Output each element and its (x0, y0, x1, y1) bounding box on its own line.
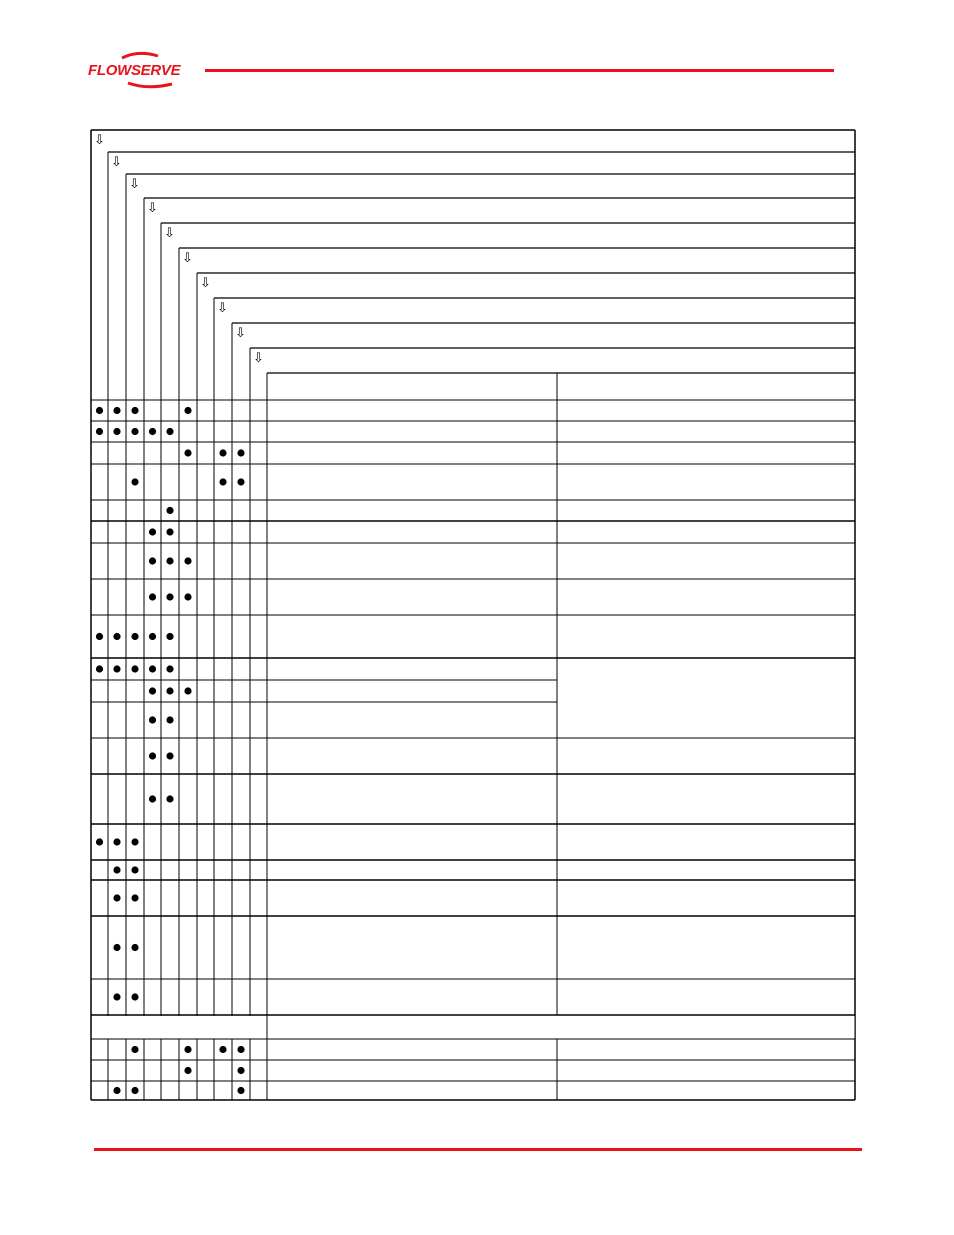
matrix-dot (166, 507, 173, 514)
matrix-dot (113, 665, 120, 672)
matrix-dot (166, 633, 173, 640)
matrix-dot (184, 687, 191, 694)
down-arrow-icon: ⇩ (94, 133, 105, 148)
matrix-dot (149, 557, 156, 564)
matrix-dot (166, 428, 173, 435)
matrix-dot (166, 593, 173, 600)
matrix-dot (131, 894, 138, 901)
logo-wordmark: FLOWSERVE (88, 62, 181, 79)
matrix-dot (113, 866, 120, 873)
matrix-dot (237, 449, 244, 456)
down-arrow-icon: ⇩ (253, 351, 264, 366)
matrix-dot (131, 944, 138, 951)
down-arrow-icon: ⇩ (182, 251, 193, 266)
matrix-dot (131, 407, 138, 414)
matrix-dot (96, 838, 103, 845)
matrix-dot (237, 1087, 244, 1094)
matrix-dot (219, 1046, 226, 1053)
matrix-dot (149, 687, 156, 694)
matrix-dot (149, 633, 156, 640)
matrix-dot (96, 407, 103, 414)
section-divider-description-cell (268, 1016, 855, 1039)
matrix-dot (96, 428, 103, 435)
matrix-dot (149, 665, 156, 672)
matrix-dot (113, 993, 120, 1000)
matrix-dot (219, 478, 226, 485)
matrix-dot (113, 1087, 120, 1094)
matrix-dot (96, 633, 103, 640)
matrix-dot (184, 593, 191, 600)
matrix-dot (113, 944, 120, 951)
matrix-dot (166, 795, 173, 802)
matrix-dot (184, 449, 191, 456)
matrix-dot (184, 407, 191, 414)
down-arrow-icon: ⇩ (164, 226, 175, 241)
matrix-dot (149, 428, 156, 435)
matrix-dot (113, 838, 120, 845)
matrix-dot (166, 557, 173, 564)
matrix-dot (149, 752, 156, 759)
footer-rule (94, 1148, 862, 1151)
down-arrow-icon: ⇩ (200, 276, 211, 291)
matrix-dot (149, 593, 156, 600)
matrix-dot (113, 894, 120, 901)
matrix-dot (166, 665, 173, 672)
matrix-dot (131, 866, 138, 873)
matrix-dot (237, 1067, 244, 1074)
matrix-dot (149, 795, 156, 802)
matrix-dot (149, 528, 156, 535)
matrix-dot (113, 428, 120, 435)
matrix-dot (184, 557, 191, 564)
matrix-dot (131, 428, 138, 435)
matrix-dot (113, 407, 120, 414)
matrix-dot (131, 478, 138, 485)
matrix-dot (131, 993, 138, 1000)
matrix-dot (184, 1067, 191, 1074)
matrix-dot (184, 1046, 191, 1053)
down-arrow-icon: ⇩ (129, 177, 140, 192)
matrix-dot (131, 665, 138, 672)
matrix-dot (131, 1046, 138, 1053)
matrix-dot (131, 838, 138, 845)
matrix-dot (237, 478, 244, 485)
matrix-dot (113, 633, 120, 640)
down-arrow-icon: ⇩ (217, 301, 228, 316)
section-divider-cell (92, 1016, 267, 1039)
matrix-dot (237, 1046, 244, 1053)
matrix-dot (166, 687, 173, 694)
matrix-dot (166, 528, 173, 535)
matrix-dot (131, 633, 138, 640)
matrix-dot (219, 449, 226, 456)
matrix-dot (166, 752, 173, 759)
down-arrow-icon: ⇩ (111, 155, 122, 170)
matrix-dot (166, 716, 173, 723)
matrix-dot (131, 1087, 138, 1094)
matrix-dot (149, 716, 156, 723)
down-arrow-icon: ⇩ (235, 326, 246, 341)
matrix-dot (96, 665, 103, 672)
down-arrow-icon: ⇩ (147, 201, 158, 216)
